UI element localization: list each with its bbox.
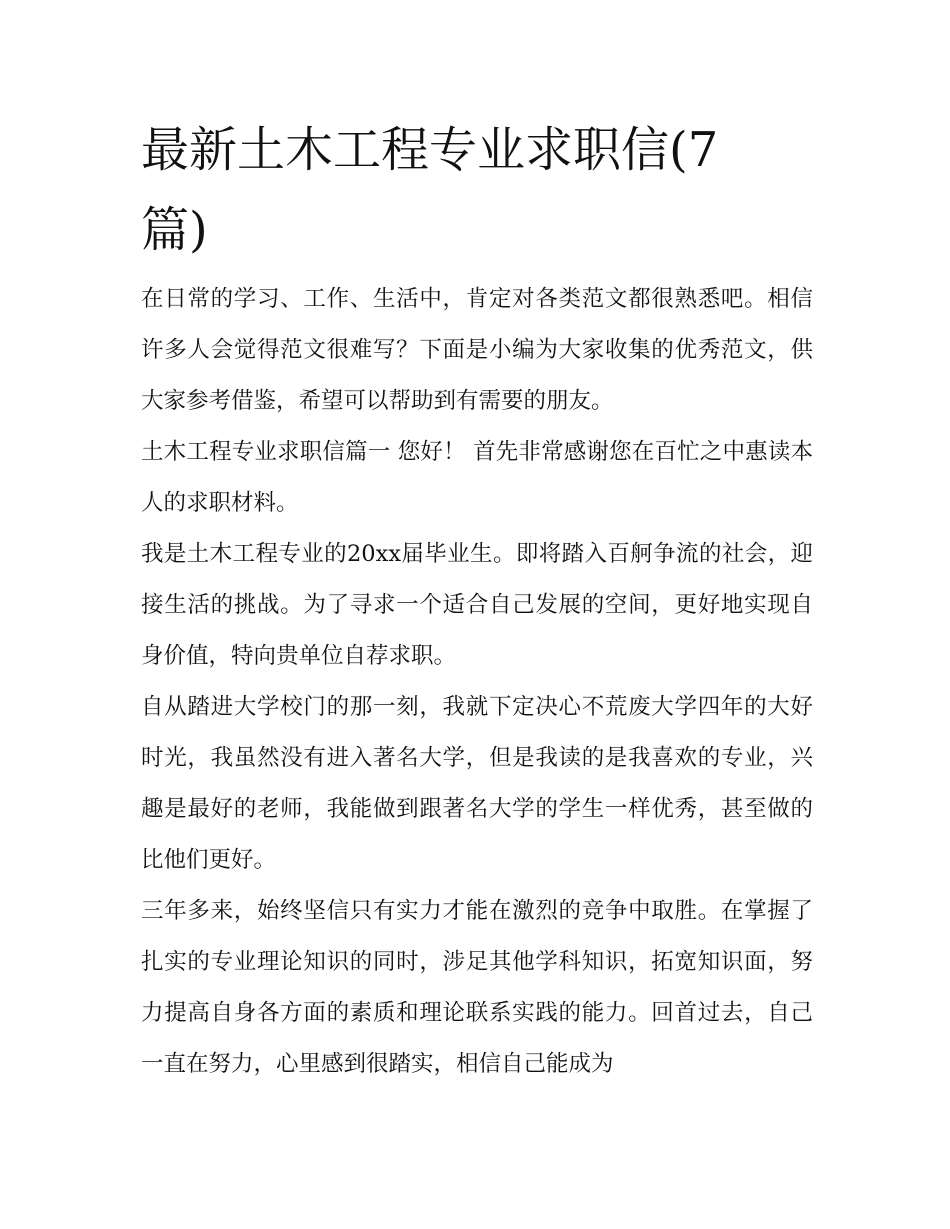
paragraph-intro: 在日常的学习、工作、生活中，肯定对各类范文都很熟悉吧。相信许多人会觉得范文很难写？下面是小编为大家收集的优秀范文，供大家参考借鉴，希望可以帮助到有需要的朋友。: [141, 286, 813, 414]
paragraph-experience: 三年多来，始终坚信只有实力才能在激烈的竞争中取胜。在掌握了扎实的专业理论知识的同时，涉足其他学科知识，拓宽知识面，努力提高自身各方面的素质和理论联系实践的能力。回首过去，自己一直在努力，心里感到很踏实，相信自己能成为: [141, 898, 813, 1077]
document-body: [141, 274, 813, 1090]
paragraph-self-intro: 我是土木工程专业的20xx届毕业生。即将踏入百舸争流的社会，迎接生活的挑战。为了寻求一个适合自己发展的空间，更好地实现自身价值，特向贵单位自荐求职。: [141, 541, 813, 669]
paragraph-university: 自从踏进大学校门的那一刻，我就下定决心不荒废大学四年的大好时光，我虽然没有进入著名大学，但是我读的是我喜欢的专业，兴趣是最好的老师，我能做到跟著名大学的学生一样优秀，甚至做的比他们更好。: [141, 694, 813, 873]
document-title: 最新土木工程专业求职信(7篇): [141, 122, 719, 258]
paragraph-greeting: 土木工程专业求职信篇一 您好！ 首先非常感谢您在百忙之中惠读本人的求职材料。: [141, 439, 813, 516]
